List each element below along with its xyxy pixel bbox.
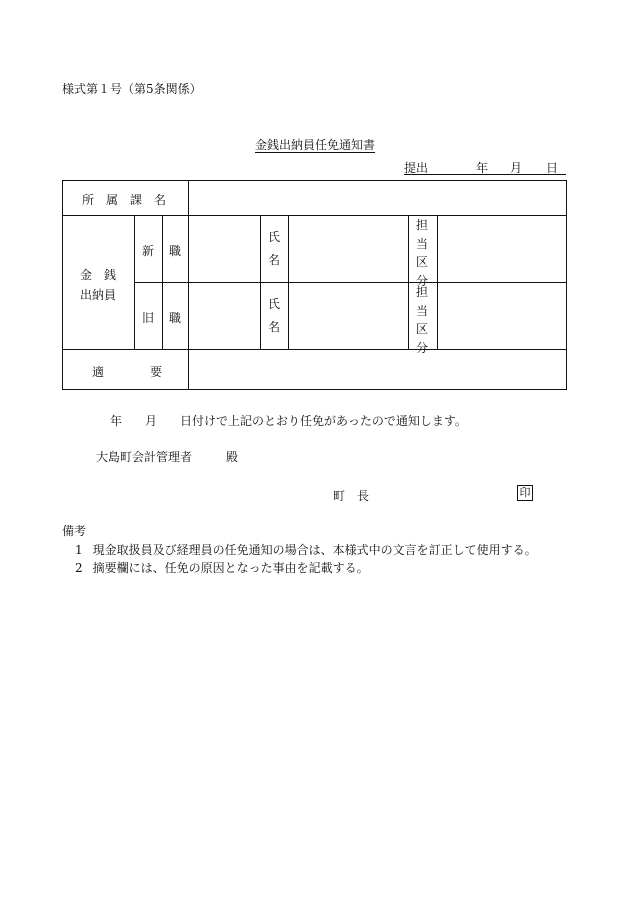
note-item [75,559,369,576]
treasurer-label-line1: 金 銭 [80,268,117,282]
notice-text: 日付けで上記のとおり任免があったので通知します。 [180,414,467,428]
mayor-label: 町 長 [333,489,370,503]
old-label: 旧 [142,311,155,325]
appointment-table [62,180,567,390]
old-duty-value-cell[interactable] [438,283,565,349]
notice-month: 月 [145,414,158,428]
note-text: 現金取扱員及び経理員の任免通知の場合は、本様式中の文言を訂正して使用する。 [92,543,537,557]
department-label: 所 属 課 名 [82,193,167,207]
submit-label: 提出 [404,161,429,175]
new-label: 新 [142,244,155,258]
department-value-cell[interactable] [189,181,565,214]
old-post-value-cell[interactable] [189,283,259,349]
old-name-label: 氏 名 [267,297,280,334]
submission-date-row [404,159,566,175]
submit-day-label: 日 [546,161,559,175]
addressee: 大島町会計管理者 [96,450,193,464]
treasurer-label-line2: 出納員 [80,288,117,302]
table-border-right [566,180,567,390]
table-col-divider [162,215,163,349]
table-col-divider [408,215,409,349]
notes-heading: 備考 [62,524,87,538]
new-duty-value-cell[interactable] [438,216,565,282]
note-number: 2 [75,561,83,575]
old-post-label: 職 [169,311,182,325]
old-duty-label: 担 当 区 分 [415,285,428,355]
remarks-label-1: 適 [92,365,105,379]
addressee-honorific: 殿 [226,450,239,464]
table-border-bottom [62,389,567,390]
new-name-label: 氏 名 [267,230,280,267]
submit-month-label: 月 [510,161,523,175]
submit-year-label: 年 [476,161,489,175]
note-text: 摘要欄には、任免の原因となった事由を記載する。 [92,561,369,575]
remarks-label-2: 要 [150,365,163,379]
seal-stamp: 印 [517,485,533,501]
document-title: 金銭出納員任免通知書 [254,138,375,152]
new-post-label: 職 [169,244,182,258]
form-number: 様式第１号（第5条関係） [62,82,202,96]
new-post-value-cell[interactable] [189,216,259,282]
remarks-value-cell[interactable] [189,350,565,388]
new-duty-label: 担 当 区 分 [415,218,428,288]
table-border-left [62,180,63,390]
table-col-divider [134,215,135,349]
table-col-divider [260,215,261,349]
new-name-value-cell[interactable] [289,216,407,282]
note-item [75,541,537,558]
note-number: 1 [75,543,83,557]
notice-year: 年 [110,414,123,428]
old-name-value-cell[interactable] [289,283,407,349]
